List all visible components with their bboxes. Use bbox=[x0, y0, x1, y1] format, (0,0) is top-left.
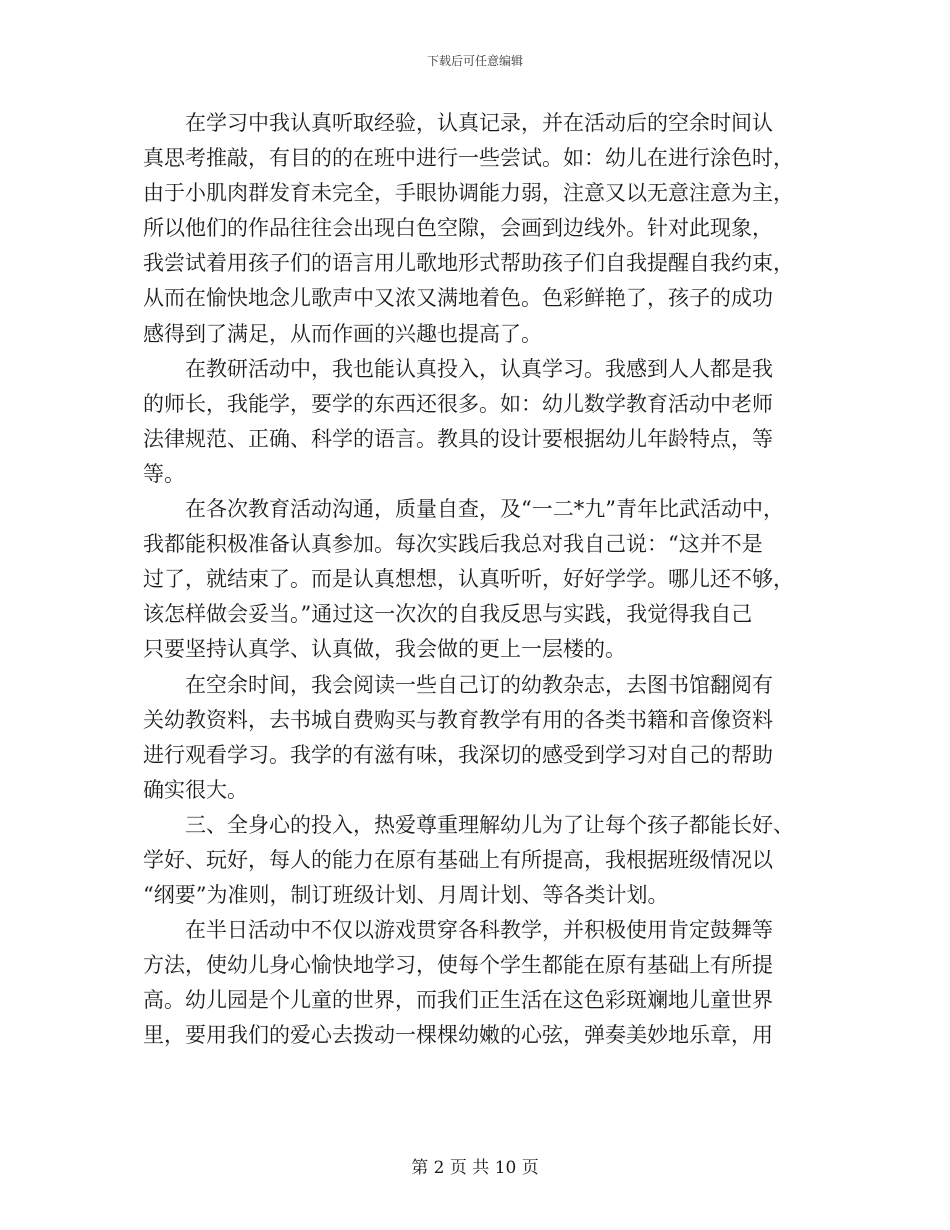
paragraph-line: 在学习中我认真听取经验，认真记录，并在活动后的空余时间认 bbox=[185, 111, 773, 135]
paragraph-line: “纲要”为准则，制订班级计划、月周计划、等各类计划。 bbox=[143, 883, 669, 908]
paragraph-line: 所以他们的作品往往会出现白色空隙，会画到边线外。针对此现象， bbox=[143, 216, 773, 241]
paragraph-line: 进行观看学习。我学的有滋有味，我深切的感受到学习对自己的帮助 bbox=[143, 742, 773, 767]
paragraph-line: 感得到了满足，从而作画的兴趣也提高了。 bbox=[143, 321, 542, 346]
paragraph-line: 里，要用我们的爱心去拨动一棵棵幼嫩的心弦，弹奏美妙地乐章，用 bbox=[143, 1023, 773, 1048]
paragraph-line: 由于小肌肉群发育未完全，手眼协调能力弱，注意又以无意注意为主， bbox=[143, 181, 794, 206]
paragraph-line: 方法，使幼儿身心愉快地学习，使每个学生都能在原有基础上有所提 bbox=[143, 953, 773, 978]
paragraph-line: 高。幼儿园是个儿童的世界，而我们正生活在这色彩斑斓地儿童世界 bbox=[143, 988, 773, 1013]
page-number: 第 2 页 共 10 页 bbox=[411, 1158, 539, 1178]
paragraph-line: 在半日活动中不仅以游戏贯穿各科教学，并积极使用肯定鼓舞等 bbox=[185, 918, 773, 943]
paragraph-line: 等。 bbox=[143, 461, 185, 486]
paragraph-line: 真思考推敲，有目的的在班中进行一些尝试。如：幼儿在进行涂色时， bbox=[143, 146, 794, 171]
paragraph-line: 学好、玩好，每人的能力在原有基础上有所提高，我根据班级情况以 bbox=[143, 847, 773, 872]
paragraph-line: 该怎样做会妥当。”通过这一次次的自我反思与实践，我觉得我自己 bbox=[143, 602, 753, 627]
paragraph-line: 在空余时间，我会阅读一些自己订的幼教杂志，去图书馆翻阅有 bbox=[185, 672, 773, 697]
page-header-note: 下载后可任意编辑 bbox=[426, 54, 523, 68]
paragraph-line: 关幼教资料，去书城自费购买与教育教学有用的各类书籍和音像资料 bbox=[143, 707, 773, 732]
paragraph-line: 我尝试着用孩子们的语言用儿歌地形式帮助孩子们自我提醒自我约束， bbox=[143, 251, 794, 276]
paragraph-line: 只要坚持认真学、认真做，我会做的更上一层楼的。 bbox=[143, 637, 626, 662]
paragraph-line: 的师长，我能学，要学的东西还很多。如：幼儿数学教育活动中老师 bbox=[143, 391, 773, 416]
paragraph-line: 在各次教育活动沟通，质量自查，及“一二*九”青年比武活动中， bbox=[185, 497, 784, 522]
document-body bbox=[143, 106, 825, 1054]
paragraph-line: 在教研活动中，我也能认真投入，认真学习。我感到人人都是我 bbox=[185, 356, 773, 381]
paragraph-line: 我都能积极准备认真参加。每次实践后我总对我自己说：“这并不是 bbox=[143, 532, 763, 557]
paragraph-line: 从而在愉快地念儿歌声中又浓又满地着色。色彩鲜艳了，孩子的成功 bbox=[143, 286, 773, 311]
paragraph-line: 法律规范、正确、科学的语言。教具的设计要根据幼儿年龄特点，等 bbox=[143, 426, 773, 451]
paragraph-line: 三、全身心的投入，热爱尊重理解幼儿为了让每个孩子都能长好、 bbox=[185, 812, 794, 837]
paragraph-line: 过了，就结束了。而是认真想想，认真听听，好好学学。哪儿还不够， bbox=[143, 567, 794, 592]
paragraph-line: 确实很大。 bbox=[143, 777, 248, 802]
